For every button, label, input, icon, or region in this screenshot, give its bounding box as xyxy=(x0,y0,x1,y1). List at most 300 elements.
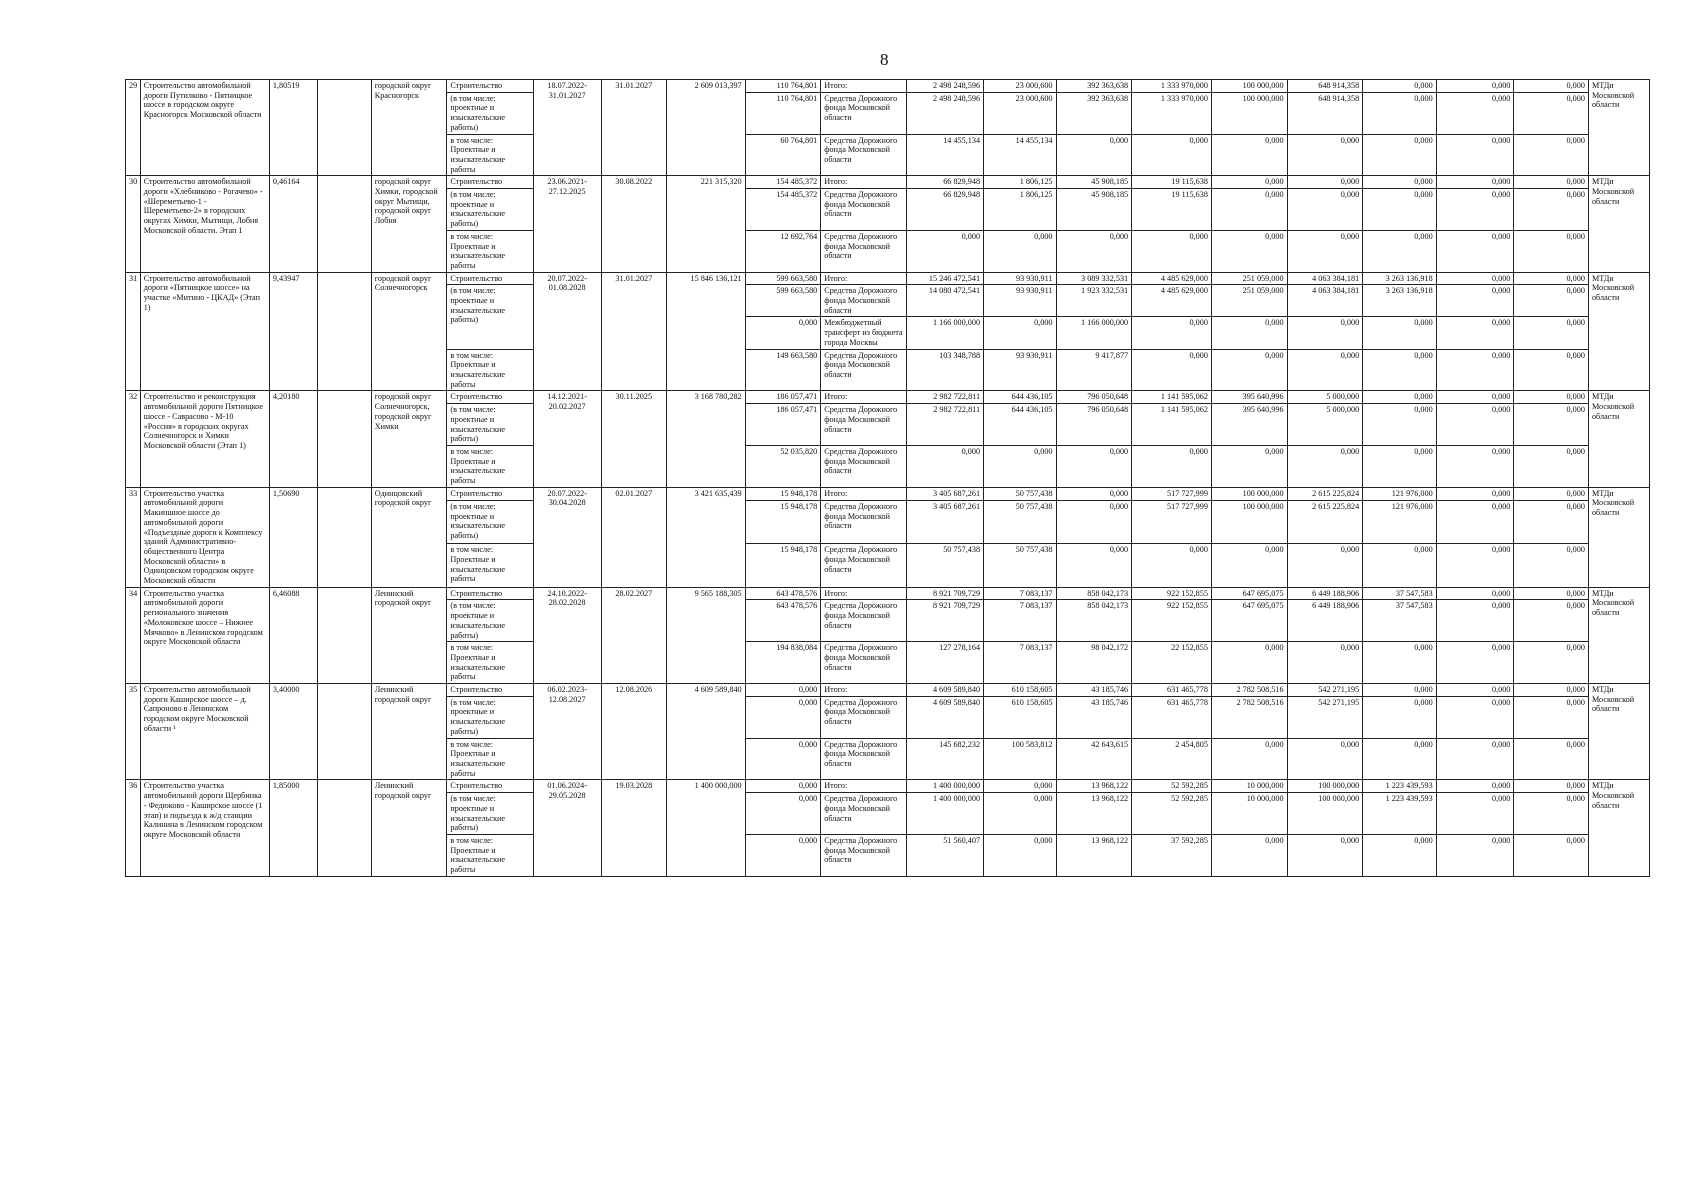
project-end-date: 30.08.2022 xyxy=(601,176,666,272)
year-value: 0,000 xyxy=(1363,738,1437,780)
year-value: 0,000 xyxy=(1363,176,1437,189)
year-value: 796 050,648 xyxy=(1056,404,1132,446)
year-value: 0,000 xyxy=(1363,134,1437,176)
spent-value: 149 663,580 xyxy=(745,349,821,391)
spent-value: 15 948,178 xyxy=(745,487,821,500)
year-value: 0,000 xyxy=(1514,780,1589,793)
funding-source: Итого: xyxy=(821,487,907,500)
work-type: (в том числе: проектные и изыскательские работы) xyxy=(447,189,533,231)
funding-source: Итого: xyxy=(821,587,907,600)
year-value: 517 727,999 xyxy=(1132,500,1212,543)
year-value: 1 223 439,593 xyxy=(1363,780,1437,793)
work-type: в том числе: Проектные и изыскательские работы xyxy=(447,834,533,876)
year-value: 1 333 970,000 xyxy=(1132,80,1212,93)
year-value: 0,000 xyxy=(1056,544,1132,587)
project-name: Строительство участка автомобильной дороги регионального значения «Молоковское шоссе – Нижнее Мячково» в Ленинском городском округе Московской области xyxy=(140,587,269,683)
year-value: 0,000 xyxy=(1514,134,1589,176)
year-value: 0,000 xyxy=(1056,230,1132,272)
year-value: 0,000 xyxy=(1436,642,1514,684)
year-value: 13 968,122 xyxy=(1056,834,1132,876)
table-row xyxy=(126,587,1650,600)
year-value: 0,000 xyxy=(1436,696,1514,738)
spent-value: 186 057,471 xyxy=(745,391,821,404)
year-value: 50 757,438 xyxy=(984,544,1056,587)
work-type: в том числе: Проектные и изыскательские работы xyxy=(447,349,533,391)
year-value: 1 141 595,062 xyxy=(1132,404,1212,446)
year-value: 251 059,000 xyxy=(1211,285,1287,317)
year-value: 0,000 xyxy=(1514,793,1589,835)
year-value: 0,000 xyxy=(1436,272,1514,285)
project-number: 33 xyxy=(126,487,141,587)
year-value: 13 968,122 xyxy=(1056,793,1132,835)
project-name: Строительство участка автомобильной дороги Щербинка - Федюково - Каширское шоссе (1 этап) и подъезда к ж/д станции Калинина в Ленинском городском округе Московской области xyxy=(140,780,269,876)
year-value: 50 757,438 xyxy=(907,544,984,587)
year-value: 0,000 xyxy=(1436,285,1514,317)
year-value: 0,000 xyxy=(1363,80,1437,93)
year-value: 0,000 xyxy=(1514,642,1589,684)
funding-source: Средства Дорожного фонда Московской области xyxy=(821,696,907,738)
year-value: 1 923 332,531 xyxy=(1056,285,1132,317)
project-capacity: 3,40000 xyxy=(269,684,317,780)
funding-source: Средства Дорожного фонда Московской области xyxy=(821,834,907,876)
year-value: 1 806,125 xyxy=(984,189,1056,231)
year-value: 52 592,285 xyxy=(1132,780,1212,793)
work-type: Строительство xyxy=(447,587,533,600)
year-value: 19 115,638 xyxy=(1132,189,1212,231)
project-cost: 15 846 136,121 xyxy=(666,272,745,391)
project-municipality: Одинцовский городской округ xyxy=(371,487,447,587)
year-value: 37 592,285 xyxy=(1132,834,1212,876)
year-value: 4 063 384,181 xyxy=(1287,272,1363,285)
work-type: в том числе: Проектные и изыскательские работы xyxy=(447,738,533,780)
year-value: 0,000 xyxy=(1363,189,1437,231)
funding-source: Итого: xyxy=(821,176,907,189)
year-value: 647 695,075 xyxy=(1211,600,1287,642)
year-value: 0,000 xyxy=(1363,684,1437,697)
year-value: 0,000 xyxy=(1211,642,1287,684)
year-value: 631 465,778 xyxy=(1132,684,1212,697)
year-value: 4 063 384,181 xyxy=(1287,285,1363,317)
year-value: 0,000 xyxy=(1211,738,1287,780)
year-value: 0,000 xyxy=(1363,642,1437,684)
project-capacity: 1,85000 xyxy=(269,780,317,876)
year-value: 5 000,000 xyxy=(1287,404,1363,446)
year-value: 121 976,000 xyxy=(1363,500,1437,543)
spent-value: 599 663,580 xyxy=(745,272,821,285)
year-value: 0,000 xyxy=(1211,445,1287,487)
year-value: 0,000 xyxy=(1363,230,1437,272)
spent-value: 0,000 xyxy=(745,780,821,793)
work-type: в том числе: Проектные и изыскательские работы xyxy=(447,445,533,487)
empty-cell xyxy=(318,780,372,876)
empty-cell xyxy=(318,587,372,683)
funding-source: Средства Дорожного фонда Московской области xyxy=(821,404,907,446)
year-value: 23 000,600 xyxy=(984,80,1056,93)
spent-value: 0,000 xyxy=(745,317,821,349)
year-value: 0,000 xyxy=(1287,544,1363,587)
work-type: (в том числе: проектные и изыскательские работы) xyxy=(447,696,533,738)
funding-source: Средства Дорожного фонда Московской области xyxy=(821,445,907,487)
project-executor: МТДи Московской области xyxy=(1588,684,1649,780)
year-value: 0,000 xyxy=(1056,134,1132,176)
year-value: 251 059,000 xyxy=(1211,272,1287,285)
year-value: 0,000 xyxy=(1514,349,1589,391)
project-cost: 3 168 780,282 xyxy=(666,391,745,487)
year-value: 43 185,746 xyxy=(1056,696,1132,738)
year-value: 0,000 xyxy=(1287,738,1363,780)
year-value: 0,000 xyxy=(1287,349,1363,391)
spent-value: 0,000 xyxy=(745,696,821,738)
year-value: 392 363,638 xyxy=(1056,80,1132,93)
year-value: 93 930,911 xyxy=(984,285,1056,317)
year-value: 395 640,996 xyxy=(1211,391,1287,404)
year-value: 395 640,996 xyxy=(1211,404,1287,446)
year-value: 0,000 xyxy=(984,230,1056,272)
year-value: 644 436,105 xyxy=(984,391,1056,404)
spent-value: 15 948,178 xyxy=(745,500,821,543)
year-value: 4 609 589,840 xyxy=(907,684,984,697)
year-value: 100 000,000 xyxy=(1287,793,1363,835)
year-value: 0,000 xyxy=(1287,134,1363,176)
year-value: 0,000 xyxy=(1287,445,1363,487)
project-executor: МТДи Московской области xyxy=(1588,587,1649,683)
year-value: 0,000 xyxy=(1363,349,1437,391)
empty-cell xyxy=(318,487,372,587)
project-dates: 01.06.2024-29.05.2028 xyxy=(533,780,601,876)
year-value: 0,000 xyxy=(1436,600,1514,642)
project-name: Строительство автомобильной дороги «Хлебниково - Рогачево» - «Шереметьево-1 - Шереметьево-2» в городских округах Химки, Мытищи, Лобня Московской области. Этап 1 xyxy=(140,176,269,272)
year-value: 0,000 xyxy=(1514,544,1589,587)
year-value: 0,000 xyxy=(1211,834,1287,876)
year-value: 0,000 xyxy=(907,230,984,272)
project-cost: 1 400 000,000 xyxy=(666,780,745,876)
year-value: 0,000 xyxy=(1363,445,1437,487)
table-row xyxy=(126,780,1650,793)
spent-value: 15 948,178 xyxy=(745,544,821,587)
table-row xyxy=(126,684,1650,697)
year-value: 0,000 xyxy=(1132,317,1212,349)
year-value: 0,000 xyxy=(984,317,1056,349)
year-value: 45 908,185 xyxy=(1056,189,1132,231)
year-value: 0,000 xyxy=(984,780,1056,793)
work-type: (в том числе: проектные и изыскательские работы) xyxy=(447,500,533,543)
year-value: 93 930,911 xyxy=(984,349,1056,391)
year-value: 6 449 188,906 xyxy=(1287,600,1363,642)
funding-source: Средства Дорожного фонда Московской области xyxy=(821,793,907,835)
year-value: 0,000 xyxy=(1363,544,1437,587)
year-value: 3 089 332,531 xyxy=(1056,272,1132,285)
project-end-date: 31.01.2027 xyxy=(601,272,666,391)
year-value: 0,000 xyxy=(1056,487,1132,500)
year-value: 10 000,000 xyxy=(1211,780,1287,793)
year-value: 1 400 000,000 xyxy=(907,780,984,793)
project-municipality: городской округ Солнечногорск, городской округ Химки xyxy=(371,391,447,487)
year-value: 0,000 xyxy=(1132,349,1212,391)
year-value: 0,000 xyxy=(1514,445,1589,487)
project-name: Строительство участка автомобильной дороги Макиншное шоссе до автомобильной дороги «Подъездные дороги к Комплексу зданий Административно-общественного Центра Московской области» в Одинцовском городском округе Московской области xyxy=(140,487,269,587)
work-type: Строительство xyxy=(447,272,533,285)
year-value: 45 908,185 xyxy=(1056,176,1132,189)
project-capacity: 4,20180 xyxy=(269,391,317,487)
year-value: 0,000 xyxy=(1514,487,1589,500)
year-value: 0,000 xyxy=(1436,500,1514,543)
funding-source: Средства Дорожного фонда Московской области xyxy=(821,600,907,642)
work-type: в том числе: Проектные и изыскательские работы xyxy=(447,134,533,176)
project-capacity: 6,46088 xyxy=(269,587,317,683)
project-number: 34 xyxy=(126,587,141,683)
year-value: 0,000 xyxy=(1211,134,1287,176)
funding-source: Средства Дорожного фонда Московской области xyxy=(821,134,907,176)
year-value: 0,000 xyxy=(1436,189,1514,231)
year-value: 1 806,125 xyxy=(984,176,1056,189)
year-value: 14 455,134 xyxy=(984,134,1056,176)
year-value: 0,000 xyxy=(1287,834,1363,876)
year-value: 0,000 xyxy=(1363,696,1437,738)
year-value: 1 166 000,000 xyxy=(1056,317,1132,349)
year-value: 7 083,137 xyxy=(984,600,1056,642)
year-value: 0,000 xyxy=(1436,404,1514,446)
year-value: 1 333 970,000 xyxy=(1132,92,1212,134)
year-value: 0,000 xyxy=(1436,349,1514,391)
project-cost: 4 609 589,840 xyxy=(666,684,745,780)
year-value: 19 115,638 xyxy=(1132,176,1212,189)
year-value: 644 436,105 xyxy=(984,404,1056,446)
empty-cell xyxy=(318,272,372,391)
project-municipality: городской округ Красногорск xyxy=(371,80,447,176)
project-municipality: Ленинский городской округ xyxy=(371,780,447,876)
year-value: 100 000,000 xyxy=(1211,487,1287,500)
project-name: Строительство автомобильной дороги Путилково - Пятницкое шоссе в городском округе Красногорск Московской области xyxy=(140,80,269,176)
spent-value: 12 692,764 xyxy=(745,230,821,272)
project-cost: 3 421 635,439 xyxy=(666,487,745,587)
project-executor: МТДи Московской области xyxy=(1588,272,1649,391)
year-value: 6 449 188,906 xyxy=(1287,587,1363,600)
project-dates: 06.02.2023-12.08.2027 xyxy=(533,684,601,780)
year-value: 50 757,438 xyxy=(984,500,1056,543)
spent-value: 110 764,801 xyxy=(745,80,821,93)
year-value: 2 782 508,516 xyxy=(1211,684,1287,697)
year-value: 0,000 xyxy=(1436,391,1514,404)
project-end-date: 19.03.2028 xyxy=(601,780,666,876)
year-value: 0,000 xyxy=(1436,317,1514,349)
year-value: 0,000 xyxy=(984,793,1056,835)
project-dates: 23.06.2021-27.12.2025 xyxy=(533,176,601,272)
year-value: 0,000 xyxy=(984,445,1056,487)
project-number: 31 xyxy=(126,272,141,391)
year-value: 0,000 xyxy=(1211,544,1287,587)
funding-source: Средства Дорожного фонда Московской области xyxy=(821,189,907,231)
year-value: 0,000 xyxy=(1514,391,1589,404)
year-value: 0,000 xyxy=(1514,500,1589,543)
year-value: 42 643,615 xyxy=(1056,738,1132,780)
page-number: 8 xyxy=(880,50,889,69)
project-executor: МТДи Московской области xyxy=(1588,80,1649,176)
project-end-date: 02.01.2027 xyxy=(601,487,666,587)
funding-source: Средства Дорожного фонда Московской области xyxy=(821,738,907,780)
year-value: 14 080 472,541 xyxy=(907,285,984,317)
project-cost: 221 315,320 xyxy=(666,176,745,272)
year-value: 0,000 xyxy=(1436,80,1514,93)
project-municipality: городской округ Солнечногорск xyxy=(371,272,447,391)
funding-source: Средства Дорожного фонда Московской области xyxy=(821,642,907,684)
year-value: 100 000,000 xyxy=(1211,92,1287,134)
work-type: в том числе: Проектные и изыскательские работы xyxy=(447,642,533,684)
year-value: 98 042,172 xyxy=(1056,642,1132,684)
year-value: 127 278,164 xyxy=(907,642,984,684)
project-end-date: 12.08.2026 xyxy=(601,684,666,780)
year-value: 0,000 xyxy=(1514,230,1589,272)
project-executor: МТДи Московской области xyxy=(1588,391,1649,487)
year-value: 3 405 687,261 xyxy=(907,500,984,543)
year-value: 37 547,583 xyxy=(1363,600,1437,642)
year-value: 0,000 xyxy=(1287,189,1363,231)
project-end-date: 31.01.2027 xyxy=(601,80,666,176)
year-value: 0,000 xyxy=(1514,176,1589,189)
work-type: (в том числе: проектные и изыскательские работы) xyxy=(447,285,533,349)
spent-value: 0,000 xyxy=(745,684,821,697)
project-dates: 20.07.2022-30.04.2028 xyxy=(533,487,601,587)
spent-value: 154 485,372 xyxy=(745,189,821,231)
project-executor: МТДи Московской области xyxy=(1588,487,1649,587)
year-value: 0,000 xyxy=(1514,404,1589,446)
year-value: 542 271,195 xyxy=(1287,684,1363,697)
year-value: 0,000 xyxy=(1287,317,1363,349)
year-value: 0,000 xyxy=(1211,349,1287,391)
year-value: 858 042,173 xyxy=(1056,600,1132,642)
spent-value: 110 764,801 xyxy=(745,92,821,134)
funding-source: Итого: xyxy=(821,391,907,404)
year-value: 8 921 709,729 xyxy=(907,587,984,600)
year-value: 796 050,648 xyxy=(1056,391,1132,404)
work-type: Строительство xyxy=(447,487,533,500)
year-value: 8 921 709,729 xyxy=(907,600,984,642)
year-value: 0,000 xyxy=(1436,487,1514,500)
year-value: 51 560,407 xyxy=(907,834,984,876)
spent-value: 0,000 xyxy=(745,834,821,876)
year-value: 100 583,812 xyxy=(984,738,1056,780)
year-value: 1 400 000,000 xyxy=(907,793,984,835)
year-value: 93 930,911 xyxy=(984,272,1056,285)
spent-value: 60 764,801 xyxy=(745,134,821,176)
year-value: 2 615 225,824 xyxy=(1287,500,1363,543)
year-value: 0,000 xyxy=(1436,544,1514,587)
year-value: 2 498 248,596 xyxy=(907,80,984,93)
year-value: 10 000,000 xyxy=(1211,793,1287,835)
year-value: 2 615 225,824 xyxy=(1287,487,1363,500)
year-value: 0,000 xyxy=(1287,230,1363,272)
year-value: 5 000,000 xyxy=(1287,391,1363,404)
year-value: 100 000,000 xyxy=(1287,780,1363,793)
project-municipality: Ленинский городской округ xyxy=(371,684,447,780)
investment-projects-table xyxy=(125,79,1650,877)
year-value: 0,000 xyxy=(1363,92,1437,134)
year-value: 1 223 439,593 xyxy=(1363,793,1437,835)
project-capacity: 0,46164 xyxy=(269,176,317,272)
year-value: 0,000 xyxy=(1436,134,1514,176)
year-value: 2 782 508,516 xyxy=(1211,696,1287,738)
project-number: 29 xyxy=(126,80,141,176)
year-value: 4 485 629,000 xyxy=(1132,285,1212,317)
work-type: в том числе: Проектные и изыскательские работы xyxy=(447,230,533,272)
spent-value: 599 663,580 xyxy=(745,285,821,317)
project-name: Строительство и реконструкция автомобильной дороги Пятницкое шоссе - Савраcово - М-10 «Россия» в городских округах Солнечногорск и Химки Московской области (Этап 1) xyxy=(140,391,269,487)
funding-source: Межбюджетный трансферт из бюджета города Москвы xyxy=(821,317,907,349)
year-value: 2 454,805 xyxy=(1132,738,1212,780)
work-type: Строительство xyxy=(447,391,533,404)
year-value: 145 682,232 xyxy=(907,738,984,780)
year-value: 2 982 722,811 xyxy=(907,391,984,404)
year-value: 9 417,877 xyxy=(1056,349,1132,391)
year-value: 0,000 xyxy=(1436,587,1514,600)
year-value: 0,000 xyxy=(1211,189,1287,231)
year-value: 13 968,122 xyxy=(1056,780,1132,793)
year-value: 23 000,600 xyxy=(984,92,1056,134)
funding-source: Итого: xyxy=(821,780,907,793)
year-value: 15 246 472,541 xyxy=(907,272,984,285)
year-value: 542 271,195 xyxy=(1287,696,1363,738)
year-value: 2 498 248,596 xyxy=(907,92,984,134)
year-value: 66 829,948 xyxy=(907,176,984,189)
year-value: 0,000 xyxy=(1132,445,1212,487)
year-value: 648 914,358 xyxy=(1287,92,1363,134)
year-value: 2 982 722,811 xyxy=(907,404,984,446)
year-value: 0,000 xyxy=(1436,738,1514,780)
year-value: 0,000 xyxy=(1287,176,1363,189)
year-value: 0,000 xyxy=(1363,391,1437,404)
project-number: 36 xyxy=(126,780,141,876)
table-row xyxy=(126,272,1650,285)
project-end-date: 28.02.2027 xyxy=(601,587,666,683)
year-value: 37 547,583 xyxy=(1363,587,1437,600)
year-value: 0,000 xyxy=(1056,500,1132,543)
project-municipality: Ленинский городской округ xyxy=(371,587,447,683)
year-value: 0,000 xyxy=(1436,176,1514,189)
year-value: 100 000,000 xyxy=(1211,80,1287,93)
table-row xyxy=(126,176,1650,189)
year-value: 7 083,137 xyxy=(984,642,1056,684)
work-type: Строительство xyxy=(447,780,533,793)
year-value: 1 141 595,062 xyxy=(1132,391,1212,404)
project-end-date: 30.11.2025 xyxy=(601,391,666,487)
spent-value: 643 478,576 xyxy=(745,600,821,642)
year-value: 4 485 629,000 xyxy=(1132,272,1212,285)
funding-source: Средства Дорожного фонда Московской области xyxy=(821,500,907,543)
project-cost: 2 609 013,397 xyxy=(666,80,745,176)
spent-value: 52 035,820 xyxy=(745,445,821,487)
year-value: 0,000 xyxy=(1514,696,1589,738)
project-capacity: 1,80519 xyxy=(269,80,317,176)
project-name: Строительство автомобильной дороги Каширское шоссе – д. Сапроново в Ленинском городском округе Московской области ¹ xyxy=(140,684,269,780)
table-row xyxy=(126,391,1650,404)
year-value: 0,000 xyxy=(1211,317,1287,349)
spent-value: 154 485,372 xyxy=(745,176,821,189)
funding-source: Средства Дорожного фонда Московской области xyxy=(821,92,907,134)
funding-source: Итого: xyxy=(821,272,907,285)
year-value: 0,000 xyxy=(1363,834,1437,876)
year-value: 52 592,285 xyxy=(1132,793,1212,835)
project-number: 35 xyxy=(126,684,141,780)
year-value: 0,000 xyxy=(1436,92,1514,134)
empty-cell xyxy=(318,684,372,780)
work-type: в том числе: Проектные и изыскательские работы xyxy=(447,544,533,587)
year-value: 0,000 xyxy=(1514,600,1589,642)
project-dates: 20.07.2022-01.08.2028 xyxy=(533,272,601,391)
year-value: 1 166 000,000 xyxy=(907,317,984,349)
year-value: 0,000 xyxy=(1514,587,1589,600)
project-dates: 14.12.2021-20.02.2027 xyxy=(533,391,601,487)
table-row xyxy=(126,487,1650,500)
work-type: (в том числе: проектные и изыскательские работы) xyxy=(447,600,533,642)
